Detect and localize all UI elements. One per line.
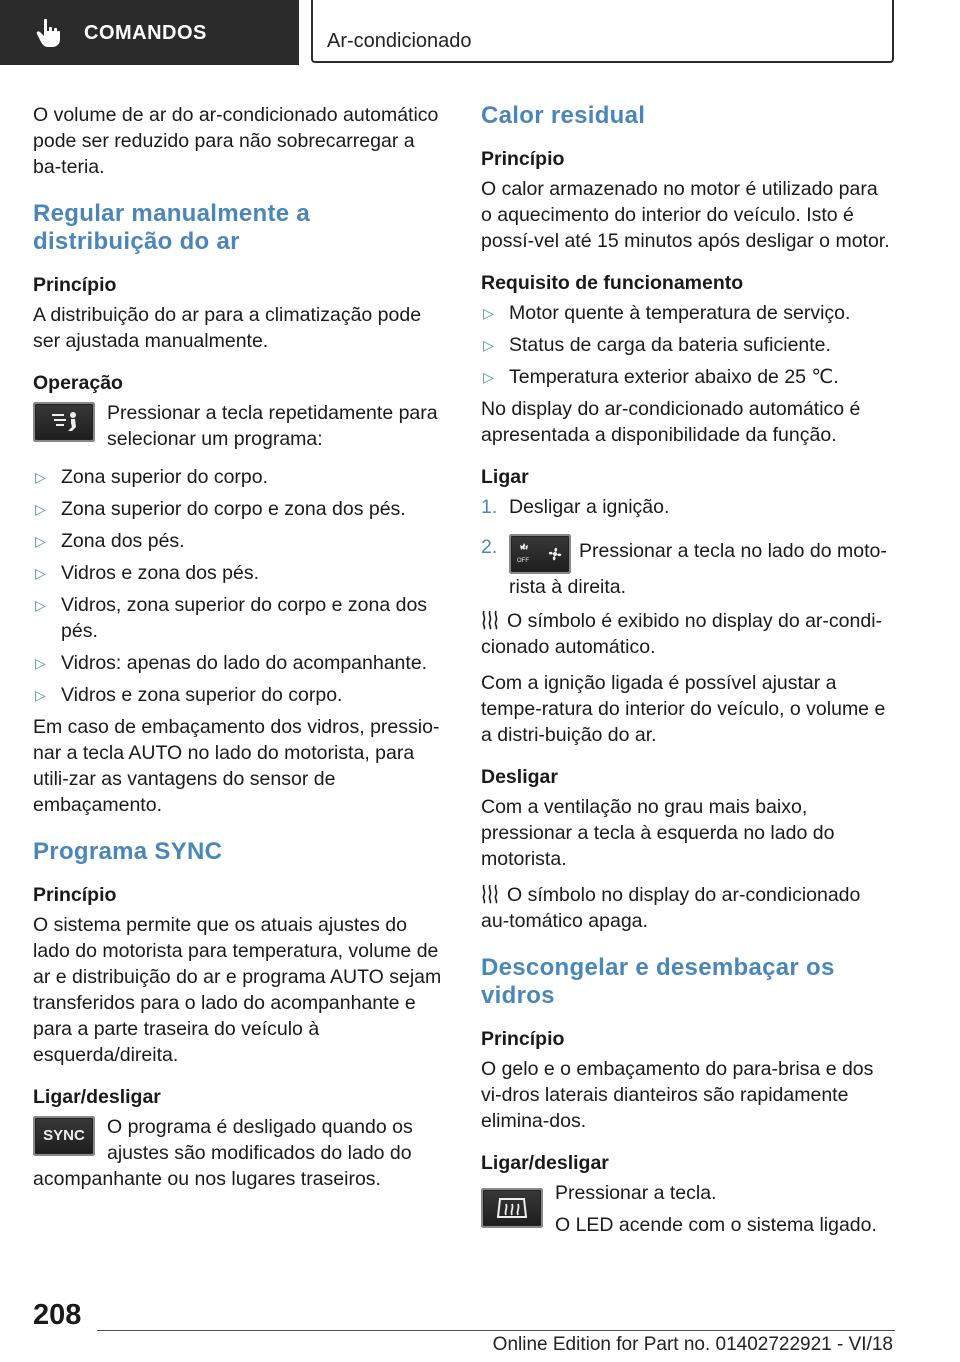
list-item [481,534,891,600]
section-tab [0,0,299,65]
chapter-title: Ar-condicionado [327,30,472,52]
list-item: ▷ Status de carga da bateria suficiente. [481,332,891,358]
fan-icon [546,545,564,563]
list-item [481,494,891,520]
requirement-list [481,300,891,390]
hand-pointer-icon [36,18,62,48]
residual-heat-symbol-icon [481,610,499,630]
sync-button-label: SYNC [43,1127,85,1144]
step-number: 1. [481,496,498,518]
display-paragraph: No display do ar-condicionado automático é apresentada a disponibilidade da função. [481,398,861,446]
list-item: ▷ Temperatura exterior abaixo de 25 ℃. [481,364,891,390]
heading-residual-heat: Calor residual [481,102,646,129]
symbol-shown-paragraph [481,608,891,660]
list-item: ▷ Vidros e zona dos pés. [33,560,447,586]
step-text: Pressionar a tecla no lado do moto-rista à direita. [509,540,887,598]
heading-sync: Programa SYNC [33,838,223,865]
sync-onoff-label: Ligar/desligar [33,1086,161,1108]
defrost-press-text: Pressionar a tecla. [555,1182,717,1204]
symbol-off-text: O símbolo no display do ar-condicionado au-tomático apaga. [481,884,861,932]
right-column [481,102,891,1260]
heading-defrost: Descongelar e desembaçar os vidros [481,954,835,1009]
footer-divider [97,1330,895,1331]
switch-off-text: Com a ventilação no grau mais baixo, pressionar a tecla à esquerda no lado do motorista. [481,796,835,870]
defrost-principle-label: Princípio [481,1028,565,1050]
off-badge: OFF [517,558,529,564]
sync-principle-text: O sistema permite que os atuais ajustes do lado do motorista para temperatura, volume de ar e distribuição do ar e programa AUTO sejam transferidos para o lado do acompanhante e para a parte traseira do veículo à esquerda/direita. [33,914,442,1066]
list-item: ▷ Vidros: apenas do lado do acompanhante. [33,650,447,676]
defrost-text-block [555,1180,877,1248]
switch-on-label: Ligar [481,466,529,488]
step-number: 2. [481,536,498,558]
fan-off-icon [516,541,532,567]
defrost-onoff-label: Ligar/desligar [481,1152,609,1174]
operation-label: Operação [33,372,123,394]
operation-row [33,400,447,452]
list-item: ▷ Zona superior do corpo. [33,464,447,490]
edition-note: Online Edition for Part no. 01402722921 - VI/18 [492,1334,893,1355]
requirement-label: Requisito de funcionamento [481,272,744,294]
residual-heat-button-icon [509,534,571,574]
defrost-principle-text: O gelo e o embaçamento do para-brisa e dos vi-dros laterais dianteiros são rapidamente elimina-dos. [481,1058,874,1132]
principle-label: Princípio [33,274,117,296]
sync-button-icon [33,1116,95,1156]
principle-text: A distribuição do ar para a climatização pode ser ajustada manualmente. [33,304,422,352]
air-distribution-button-icon [33,402,95,442]
symbol-off-paragraph [481,882,891,934]
defrost-led-text: O LED acende com o sistema ligado. [555,1214,877,1236]
list-item: ▷ Vidros e zona superior do corpo. [33,682,447,708]
switch-off-label: Desligar [481,766,558,788]
section-title: COMANDOS [84,21,207,44]
air-distribution-icon [44,409,84,435]
defrost-button-icon [481,1188,543,1228]
steps-list [481,494,891,600]
fogging-paragraph: Em caso de embaçamento dos vidros, pressio-nar a tecla AUTO no lado do motorista, para utili-zar as vantagens do sensor de embaçamento. [33,716,440,816]
list-item: ▷ Zona superior do corpo e zona dos pés. [33,496,447,522]
list-item: ▷ Vidros, zona superior do corpo e zona dos pés. [33,592,447,644]
chapter-header [311,0,894,63]
left-column [33,102,447,1204]
sync-principle-label: Princípio [33,884,117,906]
principle-text: O calor armazenado no motor é utilizado para o aquecimento do interior do veículo. Isto é possí-vel até 15 minutos após desligar o motor. [481,178,890,252]
step-text: Desligar a ignição. [509,496,670,518]
list-item: ▷ Motor quente à temperatura de serviço. [481,300,891,326]
program-list [33,464,447,708]
ignition-paragraph: Com a ignição ligada é possível ajustar a tempe-ratura do interior do veículo, o volume e a distri-buição do ar. [481,672,886,746]
defrost-row [481,1180,891,1248]
list-item: ▷ Zona dos pés. [33,528,447,554]
windshield-defrost-icon [495,1195,529,1221]
sync-onoff-text: O programa é desligado quando os ajustes são modificados do lado do acompanhante ou nos lugares traseiros. [33,1116,413,1190]
operation-text: Pressionar a tecla repetidamente para selecionar um programa: [107,402,438,450]
heading-air-distribution: Regular manualmente a distribuição do ar [33,200,311,255]
symbol-shown-text: O símbolo é exibido no display do ar-condi-cionado automático. [481,610,883,658]
page-number: 208 [33,1299,82,1331]
residual-heat-symbol-icon [481,884,499,904]
intro-paragraph: O volume de ar do ar-condicionado automático pode ser reduzido para não sobrecarregar a ba-teria. [33,104,439,178]
sync-row [33,1114,447,1192]
principle-label: Princípio [481,148,565,170]
